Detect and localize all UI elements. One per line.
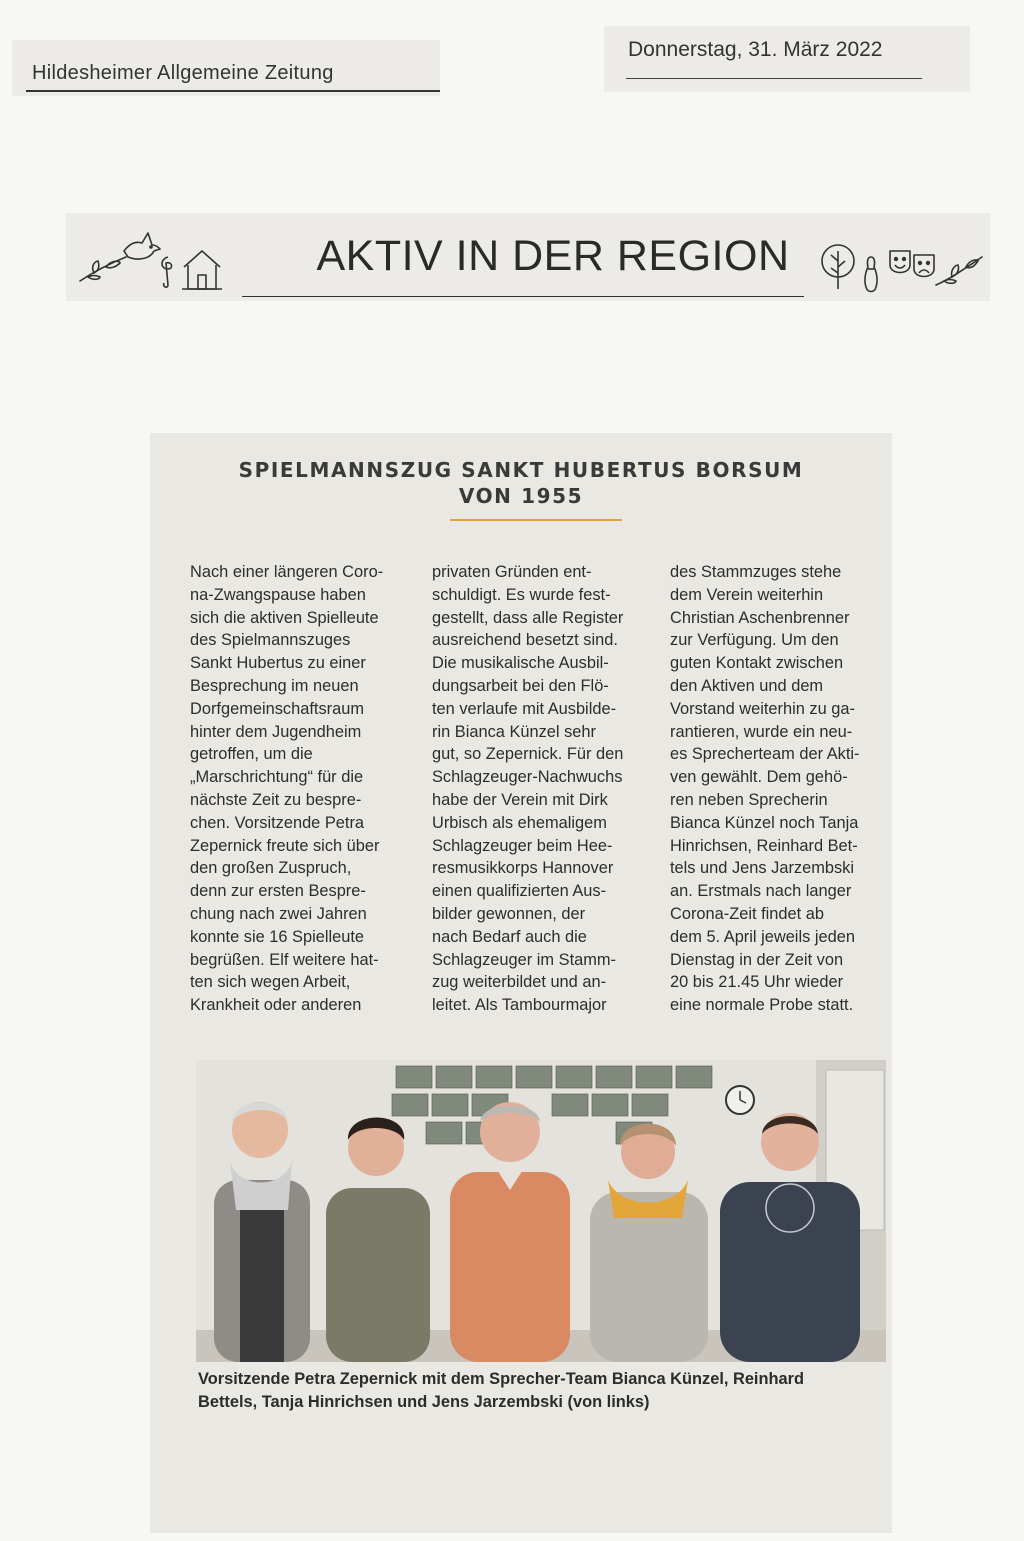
article-text-line: es Sprecherteam der Akti- bbox=[670, 745, 860, 764]
article-text-line: chung nach zwei Jahren bbox=[190, 904, 367, 923]
article-text-line: dem 5. April jeweils jeden bbox=[670, 927, 855, 946]
article-text-line: Dienstag in der Zeit von bbox=[670, 950, 844, 969]
leaf-branch-icon bbox=[932, 253, 986, 289]
article-text-line: hinter dem Jugendheim bbox=[190, 722, 362, 741]
article-text-line: „Marschrichtung“ für die bbox=[190, 768, 364, 787]
article-text-line: zug weiterbildet und an- bbox=[432, 973, 607, 992]
article-text-line: Schlagzeuger im Stamm- bbox=[432, 950, 617, 969]
newspaper-name-clipping bbox=[12, 40, 440, 96]
article-text-line: an. Erstmals nach langer bbox=[670, 882, 852, 901]
article-text-line: Schlagzeuger-Nachwuchs bbox=[432, 768, 623, 787]
article-text-line: einen qualifizierten Aus- bbox=[432, 882, 607, 901]
article-text-line: leitet. Als Tambourmajor bbox=[432, 996, 607, 1015]
article-text-line: nächste Zeit zu bespre- bbox=[190, 790, 362, 809]
photo-caption bbox=[198, 1368, 888, 1413]
headline-line-1: SPIELMANNSZUG SANKT HUBERTUS BORSUM bbox=[238, 458, 804, 482]
article-text-line: Urbisch als ehemaligem bbox=[432, 813, 607, 832]
article-text-line: Die musikalische Ausbil- bbox=[432, 654, 609, 673]
article-text-line: rantieren, wurde ein neu- bbox=[670, 722, 853, 741]
article-text-line: zur Verfügung. Um den bbox=[670, 631, 839, 650]
date-clipping bbox=[604, 26, 970, 92]
theater-masks-icon bbox=[886, 247, 938, 283]
newspaper-name-rule bbox=[26, 90, 440, 92]
article-text-line: rin Bianca Künzel sehr bbox=[432, 722, 596, 741]
article-text-line: chen. Vorsitzende Petra bbox=[190, 813, 365, 832]
article-text-line: gut, so Zepernick. Für den bbox=[432, 745, 624, 764]
article-text-line: des Stammzuges stehe bbox=[670, 563, 842, 581]
article-text-line: gestellt, dass alle Register bbox=[432, 608, 624, 627]
article-text-line: tels und Jens Jarzembski bbox=[670, 859, 855, 878]
music-note-icon bbox=[154, 253, 178, 289]
tree-icon bbox=[818, 241, 858, 291]
article-text-line: des Spielmannszuges bbox=[190, 631, 351, 650]
article-text-line: ausreichend besetzt sind. bbox=[432, 631, 618, 650]
article-text-line: ten verlaufe mit Ausbilde- bbox=[432, 699, 617, 718]
article-text-line: Christian Aschenbrenner bbox=[670, 608, 850, 627]
article-text-line: Sankt Hubertus zu einer bbox=[190, 654, 366, 673]
article-text-line: privaten Gründen ent- bbox=[432, 563, 592, 581]
article-headline bbox=[150, 457, 892, 509]
publication-date: Donnerstag, 31. März 2022 bbox=[628, 38, 883, 61]
section-title: AKTIV IN DER REGION bbox=[316, 232, 790, 280]
section-title-rule bbox=[242, 296, 804, 297]
article-column-1 bbox=[190, 561, 410, 1017]
article-text-line: ven gewählt. Dem gehö- bbox=[670, 768, 848, 787]
group-photo bbox=[196, 1060, 886, 1362]
article-text-line: den großen Zuspruch, bbox=[190, 859, 352, 878]
photo-caption-line-1: Vorsitzende Petra Zepernick mit dem Sprecher-Team Bianca Künzel, Reinhard bbox=[198, 1370, 805, 1388]
article-text-line: Dorfgemeinschaftsraum bbox=[190, 699, 364, 718]
house-icon bbox=[180, 247, 224, 291]
article-text-line: ren neben Sprecherin bbox=[670, 790, 828, 809]
bowling-pin-icon bbox=[862, 255, 880, 295]
article-text-line: Hinrichsen, Reinhard Bet- bbox=[670, 836, 858, 855]
article-text-line: Besprechung im neuen bbox=[190, 676, 359, 695]
article-text-line: nach Bedarf auch die bbox=[432, 927, 587, 946]
article-text-line: na-Zwangspause haben bbox=[190, 585, 366, 604]
article-text-line: getroffen, um die bbox=[190, 745, 313, 764]
article-text-line: begrüßen. Elf weitere hat- bbox=[190, 950, 379, 969]
article-text-line: habe der Verein mit Dirk bbox=[432, 790, 608, 809]
headline-line-2: VON 1955 bbox=[458, 484, 584, 508]
photo-caption-line-2: Bettels, Tanja Hinrichsen und Jens Jarzembski (von links) bbox=[198, 1392, 650, 1411]
article-column-2 bbox=[432, 561, 652, 1017]
newspaper-name: Hildesheimer Allgemeine Zeitung bbox=[32, 62, 334, 84]
article-text-line: bilder gewonnen, der bbox=[432, 904, 586, 923]
article-text-line: resmusikkorps Hannover bbox=[432, 859, 614, 878]
article-text-line: sich die aktiven Spielleute bbox=[190, 608, 379, 627]
article-text-line: den Aktiven und dem bbox=[670, 676, 824, 695]
headline-accent-line bbox=[450, 519, 622, 521]
article-text-line: Bianca Künzel noch Tanja bbox=[670, 813, 859, 832]
article-text-line: dungsarbeit bei den Flö- bbox=[432, 676, 609, 695]
article-text-line: Vorstand weiterhin zu ga- bbox=[670, 699, 855, 718]
article-text-line: Krankheit oder anderen bbox=[190, 996, 362, 1015]
article-clipping bbox=[150, 433, 892, 1533]
article-column-3 bbox=[670, 561, 890, 1017]
article-text-line: Schlagzeuger beim Hee- bbox=[432, 836, 613, 855]
article-text-line: dem Verein weiterhin bbox=[670, 585, 824, 604]
article-text-line: ten sich wegen Arbeit, bbox=[190, 973, 351, 992]
group-photo-illustration bbox=[196, 1060, 886, 1362]
article-text-line: Nach einer längeren Coro- bbox=[190, 563, 384, 581]
section-banner bbox=[66, 213, 990, 301]
article-text-line: eine normale Probe statt. bbox=[670, 996, 854, 1015]
article-text-line: 20 bis 21.45 Uhr wieder bbox=[670, 973, 844, 992]
article-text-line: guten Kontakt zwischen bbox=[670, 654, 844, 673]
article-text-line: Zepernick freute sich über bbox=[190, 836, 380, 855]
date-rule bbox=[626, 78, 922, 79]
article-text-line: schuldigt. Es wurde fest- bbox=[432, 585, 611, 604]
article-text-line: konnte sie 16 Spielleute bbox=[190, 927, 365, 946]
article-text-line: denn zur ersten Bespre- bbox=[190, 882, 366, 901]
article-text-line: Corona-Zeit findet ab bbox=[670, 904, 824, 923]
